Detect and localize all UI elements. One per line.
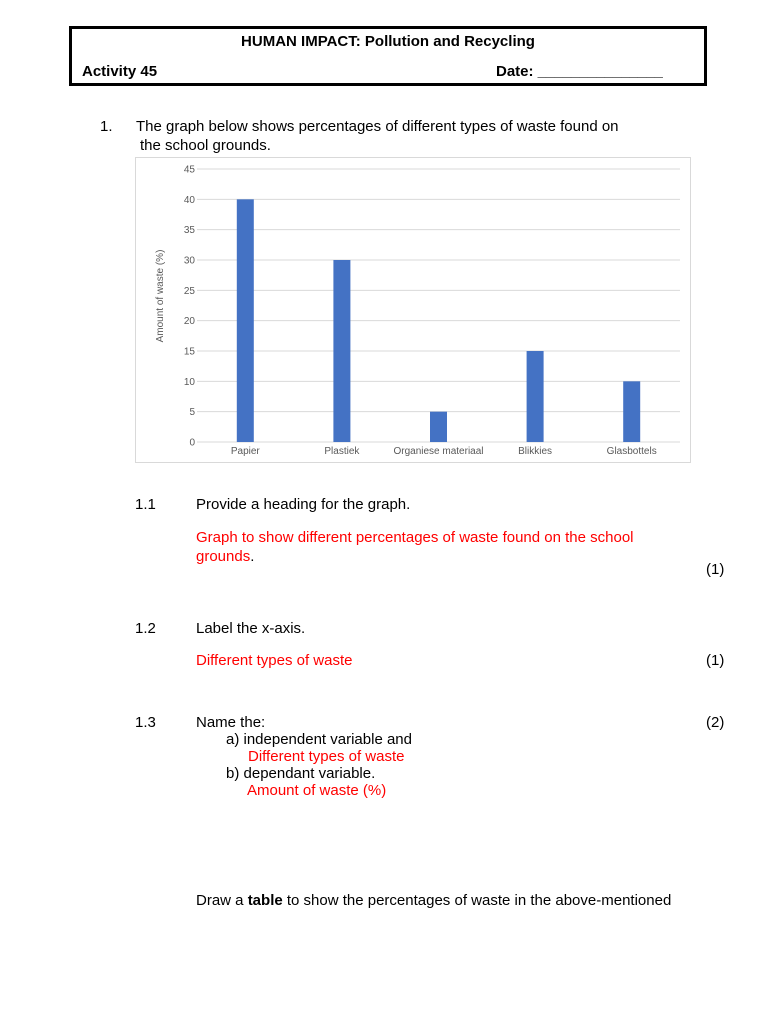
x-tick-label: Glasbottels: [606, 446, 657, 457]
bar-glasbottels: [623, 381, 640, 442]
x-tick-label: Organiese materiaal: [393, 446, 484, 457]
chart-y-ticks: [184, 165, 196, 449]
instruction-suffix: to show the percentages of waste in the above-mentioned: [282, 892, 672, 909]
part-b-answer: Amount of waste (%): [247, 782, 387, 799]
subquestion-number: 1.2: [135, 620, 156, 637]
marks-label: (2): [706, 714, 725, 731]
y-tick-label: 0: [189, 437, 195, 449]
subquestion-prompt: Provide a heading for the graph.: [196, 496, 411, 513]
table-instruction: [196, 892, 671, 910]
y-tick-label: 45: [183, 164, 195, 176]
header-box: [69, 26, 707, 86]
y-tick-label: 35: [183, 225, 195, 237]
subquestion-prompt: Label the x-axis.: [196, 620, 306, 637]
answer-period: .: [250, 548, 255, 565]
marks-label: (1): [706, 652, 725, 669]
answer-text: Different types of waste: [196, 652, 353, 669]
instruction-bold: table: [247, 892, 283, 909]
bar-organiese-materiaal: [430, 412, 447, 442]
y-tick-label: 5: [189, 407, 195, 419]
question-text-line2: the school grounds.: [140, 137, 271, 154]
bar-papier: [237, 199, 254, 442]
chart-x-ticks: [231, 446, 657, 457]
question-text-line1: The graph below shows percentages of different types of waste found on: [136, 118, 619, 135]
marks-label: (1): [706, 561, 725, 578]
subquestion-number: 1.1: [135, 496, 156, 513]
answer-text-red: grounds: [196, 548, 251, 565]
chart-gridlines: [197, 169, 680, 442]
subquestion-prompt: Name the:: [196, 714, 266, 731]
x-tick-label: Plastiek: [324, 446, 360, 457]
part-a-answer: Different types of waste: [248, 748, 405, 765]
x-tick-label: Papier: [230, 446, 260, 457]
subquestion-number: 1.3: [135, 714, 156, 731]
worksheet-title: HUMAN IMPACT: Pollution and Recycling: [241, 33, 535, 50]
part-a-label: a) independent variable and: [226, 731, 412, 748]
question-number: 1.: [100, 118, 113, 135]
instruction-prefix: Draw a: [196, 892, 248, 909]
waste-bar-chart: [135, 157, 691, 463]
y-tick-label: 15: [183, 346, 195, 358]
y-tick-label: 10: [183, 376, 195, 388]
part-b-label: b) dependant variable.: [226, 765, 376, 782]
x-tick-label: Blikkies: [518, 446, 553, 457]
y-axis-title: Amount of waste (%): [155, 249, 166, 343]
answer-text-line2: [196, 548, 254, 566]
activity-number: Activity 45: [82, 63, 158, 80]
date-field: Date: _______________: [496, 63, 663, 80]
y-tick-label: 30: [183, 255, 195, 267]
answer-text-line1: Graph to show different percentages of waste found on the school: [196, 529, 634, 546]
y-tick-label: 20: [183, 316, 195, 328]
y-tick-label: 40: [183, 194, 195, 206]
bar-blikkies: [527, 351, 544, 442]
bar-plastiek: [333, 260, 350, 442]
y-tick-label: 25: [183, 285, 195, 297]
